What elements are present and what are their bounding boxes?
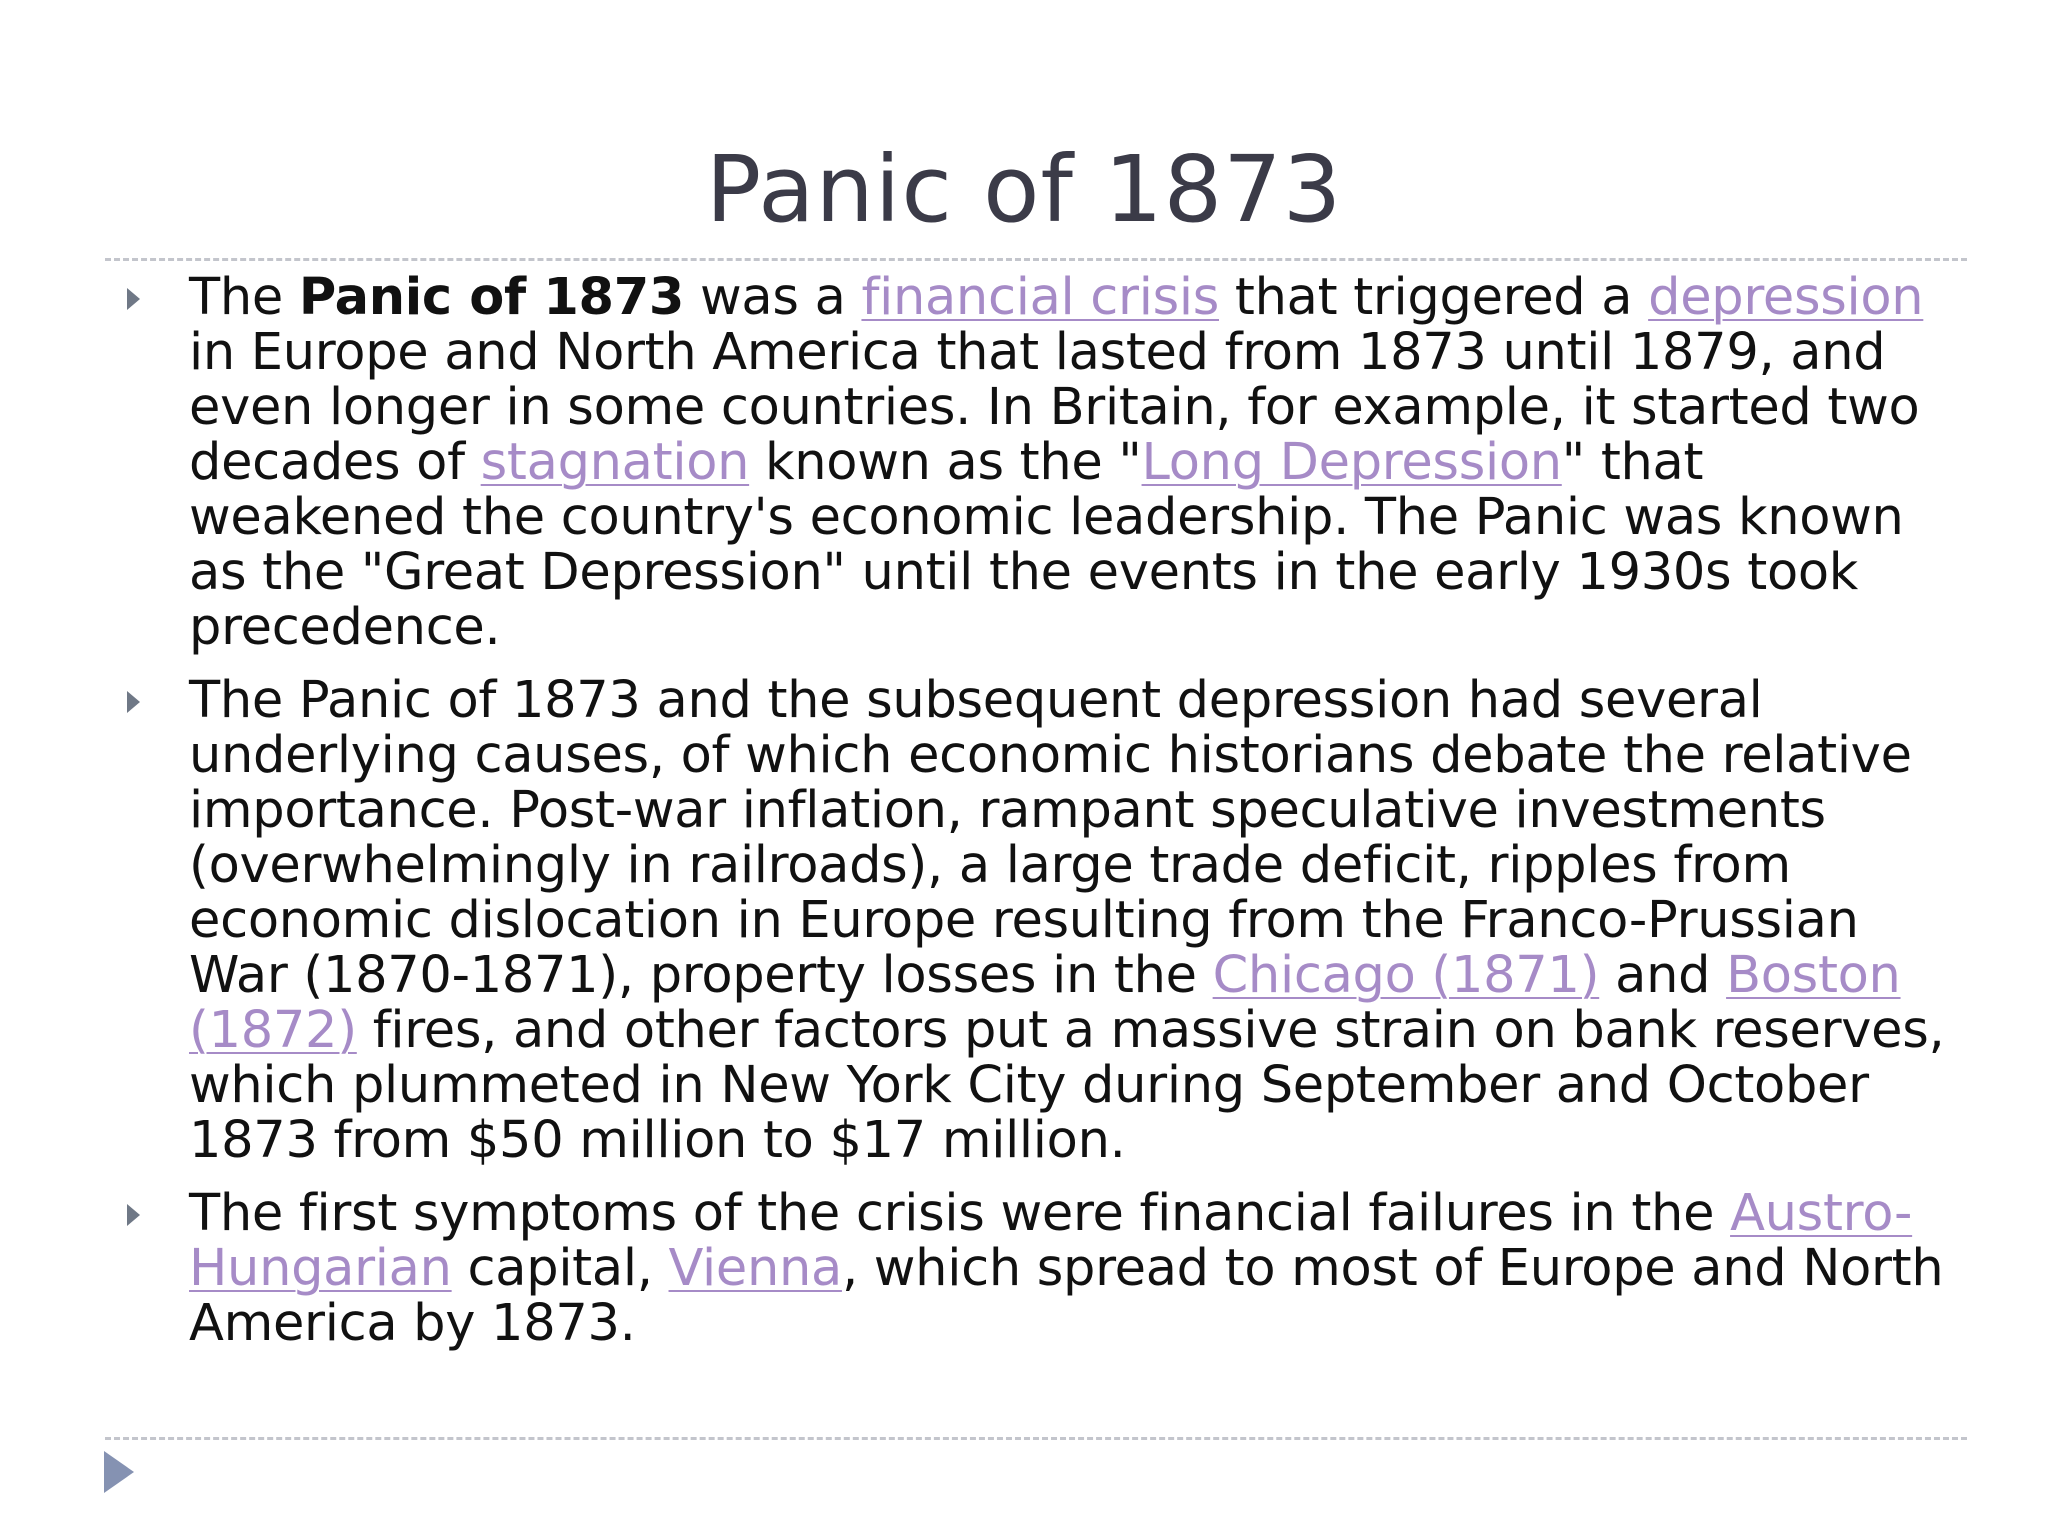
link-financial-crisis[interactable]: financial crisis [861, 268, 1219, 327]
link-vienna[interactable]: Vienna [668, 1239, 842, 1298]
bullet-triangle-icon [127, 288, 140, 310]
bullet-triangle-icon [127, 691, 140, 713]
bullet-text: in Europe and North America that lasted from 1873 until 1879, and even longer in some countries. In Britain, for example, it started two decades of [189, 323, 1920, 492]
link-boston-1872[interactable]: Boston (1872) [189, 946, 1901, 1060]
bullet-item [105, 1186, 1967, 1351]
triangle-right-icon [104, 1451, 134, 1493]
bullet-text: was a [684, 268, 862, 327]
slide-content [105, 270, 1967, 1430]
bullet-item [105, 673, 1967, 1168]
bullet-text: " that weakened the country's economic leadership. The Panic was known as the "Great Depression" until the events in the early 1930s took precedence. [189, 433, 1904, 657]
bullet-triangle-icon [127, 1204, 140, 1226]
bullet-text: that triggered a [1219, 268, 1649, 327]
bullet-text: capital, [451, 1239, 669, 1298]
title-divider [105, 258, 1967, 261]
bullet-text: The [189, 268, 299, 327]
bullet-text: fires, and other factors put a massive strain on bank reserves, which plummeted in New York City during September and October 1873 from $50 million to $17 million. [189, 1001, 1945, 1170]
link-stagnation[interactable]: stagnation [480, 433, 750, 492]
bullet-text: The first symptoms of the crisis were financial failures in the [189, 1184, 1731, 1243]
bullet-item [105, 270, 1967, 655]
bullet-text-bold: Panic of 1873 [298, 268, 685, 327]
bullet-text: known as the " [749, 433, 1142, 492]
link-austro-hungarian[interactable]: Austro-Hungarian [189, 1184, 1913, 1298]
footer-divider [105, 1437, 1967, 1440]
link-depression[interactable]: depression [1648, 268, 1924, 327]
bullet-text: and [1599, 946, 1727, 1005]
bullet-text: The Panic of 1873 and the subsequent depression had several underlying causes, of which economic historians debate the relative importance. Post-war inflation, rampant speculative investments (overwhelmingly in railroads), a large trade deficit, ripples from economic dislocation in Europe resulting from the Franco-Prussian War (1870-1871), property losses in the [189, 671, 1912, 1005]
link-long-depression[interactable]: Long Depression [1141, 433, 1562, 492]
bullet-text: , which spread to most of Europe and North America by 1873. [189, 1239, 1944, 1353]
slide-title: Panic of 1873 [705, 136, 1343, 243]
link-chicago-1871[interactable]: Chicago (1871) [1212, 946, 1600, 1005]
